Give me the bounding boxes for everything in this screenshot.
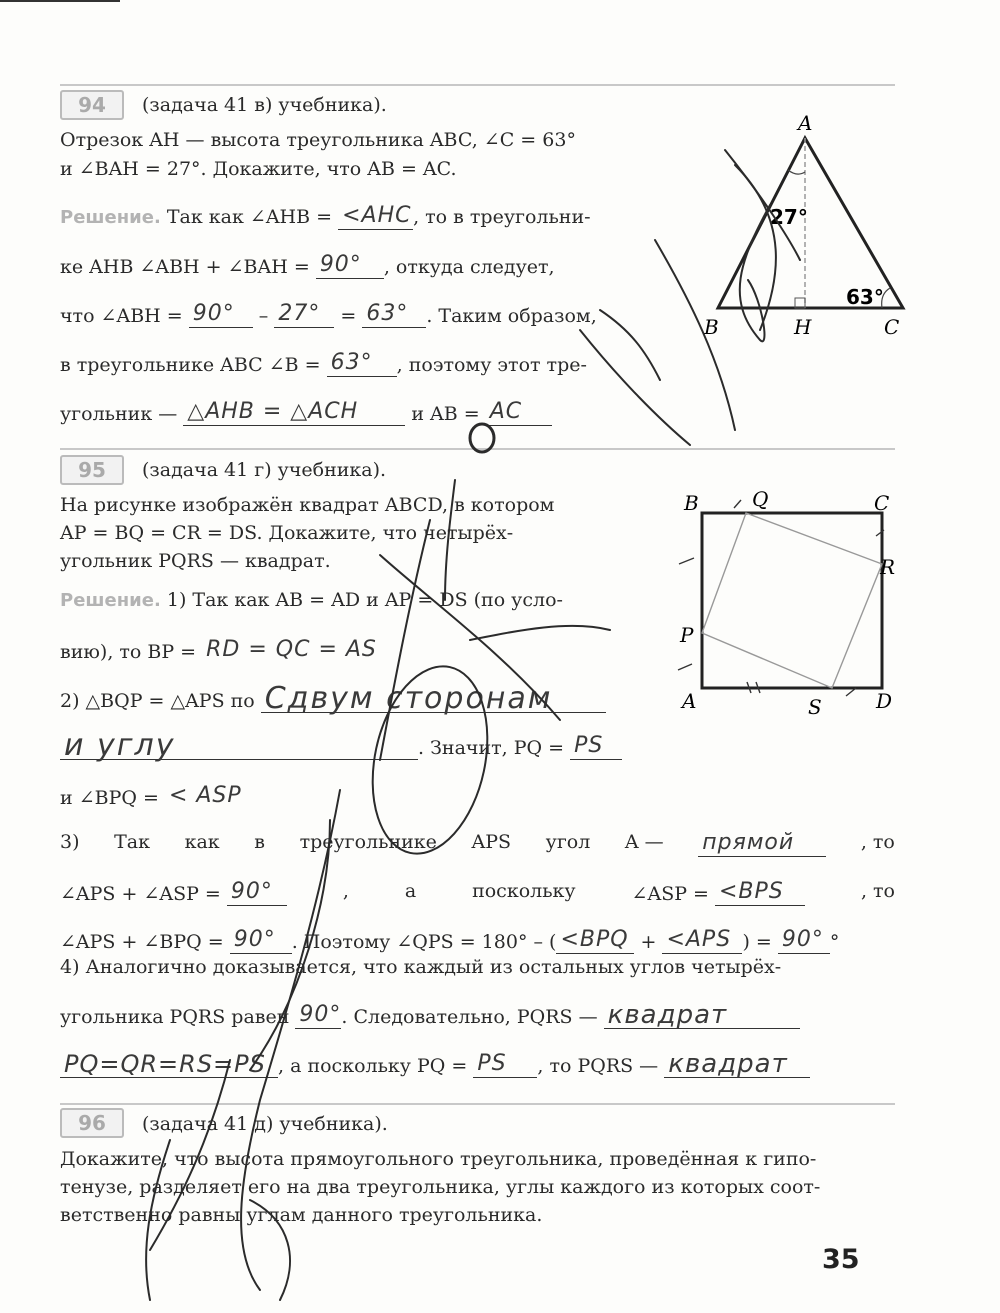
scribble-stroke xyxy=(600,310,660,380)
task-95-solution-line: Решение. 1) Так как AB = AD и AP = DS (по усло- xyxy=(60,589,563,611)
handwritten-answer: PQ=QR=RS=PS xyxy=(64,1050,266,1078)
answer-blank xyxy=(60,1051,278,1078)
answer-blank xyxy=(295,1002,341,1029)
answer-blank xyxy=(327,350,397,377)
triangle-figure xyxy=(700,110,910,345)
answer-blank xyxy=(570,733,622,760)
handwritten-answer: < ASP xyxy=(168,783,242,808)
task-96-statement-line: ветственно равны углам данного треугольника. xyxy=(60,1204,543,1226)
handwritten-answer: 27° xyxy=(278,301,321,326)
handwritten-answer: 90° xyxy=(299,1002,342,1027)
answer-blank xyxy=(664,1051,810,1078)
task-95-solution-line: 3) Так как в треугольнике APS угол A — прямой , то xyxy=(60,830,895,855)
vertex-label-r: R xyxy=(880,555,896,579)
answer-blank xyxy=(316,252,384,279)
task-94-solution-line: Решение. Так как ∠AHB = <AHC , то в треугольни- xyxy=(60,203,591,228)
task-number-96: 96 xyxy=(60,1108,124,1138)
section-divider xyxy=(60,1103,895,1105)
answer-blank xyxy=(230,927,292,954)
task-number-95: 95 xyxy=(60,455,124,485)
handwritten-answer: <BPS xyxy=(719,879,784,904)
handwritten-answer: AC xyxy=(489,399,523,424)
answer-blank xyxy=(274,301,334,328)
task-95-solution-line: вию), то BP = RD = QC = AS xyxy=(60,637,412,664)
answer-blank xyxy=(662,927,742,954)
task-reference-94: (задача 41 в) учебника). xyxy=(142,94,387,116)
handwritten-answer: <BPQ xyxy=(560,927,629,952)
vertex-label-p: P xyxy=(680,623,694,647)
vertex-label-q: Q xyxy=(752,488,769,511)
answer-blank xyxy=(202,637,412,664)
vertex-label-s: S xyxy=(808,695,822,719)
answer-blank xyxy=(698,830,826,857)
handwritten-answer: △AHB = △ACH xyxy=(187,399,359,424)
answer-blank xyxy=(473,1051,537,1078)
handwritten-answer: PS xyxy=(477,1051,507,1076)
handwritten-answer: прямой xyxy=(702,830,795,855)
handwritten-answer: 90° xyxy=(781,927,824,952)
task-95-solution-line: и ∠BPQ = < ASP xyxy=(60,783,265,810)
solution-label: Решение. xyxy=(60,207,161,228)
page-number: 35 xyxy=(822,1244,860,1275)
task-94-solution-line: ке AHB ∠ABH + ∠BAH = 90° , откуда следует, xyxy=(60,252,555,278)
answer-blank xyxy=(189,301,253,328)
handwritten-answer: PS xyxy=(574,733,604,758)
vertex-label-d: D xyxy=(876,689,893,713)
vertex-label-c: C xyxy=(874,491,890,515)
tick-mark xyxy=(734,500,741,508)
task-95-solution-line: 2) △BQP = △APS по Сдвум сторонам xyxy=(60,686,606,713)
task-number-94: 94 xyxy=(60,90,124,120)
answer-blank xyxy=(338,203,413,230)
task-96-statement-line: Докажите, что высота прямоугольного треугольника, проведённая к гипо- xyxy=(60,1148,817,1170)
section-divider xyxy=(60,448,895,450)
handwritten-answer: квадрат xyxy=(668,1049,788,1079)
handwritten-answer: 90° xyxy=(230,879,273,904)
triangle-abc xyxy=(718,138,903,308)
answer-blank xyxy=(604,1002,800,1029)
task-95-solution-line: и углу . Значит, PQ = PS xyxy=(60,733,622,760)
angle-label-27: 27° xyxy=(770,205,808,229)
answer-blank xyxy=(165,783,265,810)
vertex-label-b: B xyxy=(704,315,719,339)
vertex-label-h: H xyxy=(794,315,812,339)
task-95-solution-line: ∠APS + ∠BPQ = 90° . Поэтому ∠QPS = 180° – ( <BPQ + <APS ) = 90° ° xyxy=(60,927,840,953)
task-95-statement-line: AP = BQ = CR = DS. Докажите, что четырёх- xyxy=(60,522,514,544)
task-95-solution-line: PQ=QR=RS=PS , а поскольку PQ = PS , то PQRS — квадрат xyxy=(60,1051,810,1078)
section-divider xyxy=(60,84,895,86)
answer-blank xyxy=(486,399,552,426)
vertex-label-a: A xyxy=(682,689,697,713)
handwritten-answer: 63° xyxy=(366,301,409,326)
handwritten-answer: 90° xyxy=(192,301,235,326)
handwritten-answer: Сдвум сторонам xyxy=(264,681,553,716)
handwritten-answer: <APS xyxy=(666,927,732,952)
handwritten-answer: квадрат xyxy=(607,1000,728,1030)
task-reference-95: (задача 41 г) учебника). xyxy=(142,459,387,481)
top-edge-line xyxy=(0,0,120,2)
handwritten-answer: 90° xyxy=(319,252,362,277)
handwritten-answer: 90° xyxy=(233,927,276,952)
task-94-statement-line: Отрезок AH — высота треугольника ABC, ∠C = 63° xyxy=(60,129,576,151)
vertex-label-b: B xyxy=(684,491,699,515)
task-94-statement-line: и ∠BAH = 27°. Докажите, что AB = AC. xyxy=(60,158,457,180)
task-94-solution-line: что ∠ABH = 90° – 27° = 63° . Таким образом, xyxy=(60,301,597,327)
answer-blank xyxy=(362,301,426,328)
task-reference-96: (задача 41 д) учебника). xyxy=(142,1113,388,1135)
angle-label-63: 63° xyxy=(846,285,884,309)
vertex-label-a: A xyxy=(798,111,813,135)
handwritten-answer: <AHC xyxy=(342,203,412,228)
scribble-stroke xyxy=(470,626,610,640)
vertex-label-c: C xyxy=(884,315,900,339)
answer-blank xyxy=(778,927,830,954)
answer-blank xyxy=(227,879,287,906)
task-96-statement-line: тенузе, разделяет его на два треугольника, углы каждого из которых соот- xyxy=(60,1176,821,1198)
task-95-solution-line: угольника PQRS равен 90° . Следовательно, PQRS — квадрат xyxy=(60,1002,800,1029)
square-pqrs xyxy=(702,513,882,688)
tick-mark xyxy=(678,664,692,670)
task-94-solution-line: угольник — △AHB = △ACH и AB = AC xyxy=(60,399,552,426)
answer-blank xyxy=(183,399,405,426)
handwritten-answer: и углу xyxy=(64,728,176,763)
square-figure xyxy=(672,488,904,720)
tick-mark xyxy=(679,558,694,564)
square-abcd xyxy=(702,513,882,688)
task-95-statement-line: угольник PQRS — квадрат. xyxy=(60,550,331,572)
task-94-solution-line: в треугольнике ABC ∠B = 63° , поэтому этот тре- xyxy=(60,350,587,376)
answer-blank xyxy=(556,927,634,954)
angle-arc xyxy=(788,170,805,174)
scribble-stroke xyxy=(580,330,690,445)
task-95-solution-line: 4) Аналогично доказывается, что каждый из остальных углов четырёх- xyxy=(60,956,782,978)
answer-blank xyxy=(60,728,418,763)
task-95-statement-line: На рисунке изображён квадрат ABCD, в котором xyxy=(60,494,555,516)
handwritten-answer: RD = QC = AS xyxy=(206,637,377,662)
task-95-solution-line: ∠APS + ∠ASP = 90° , а поскольку ∠ASP = <BPS , то xyxy=(60,879,895,905)
answer-blank xyxy=(715,879,805,906)
handwritten-answer: 63° xyxy=(330,350,373,375)
solution-label: Решение. xyxy=(60,590,161,611)
